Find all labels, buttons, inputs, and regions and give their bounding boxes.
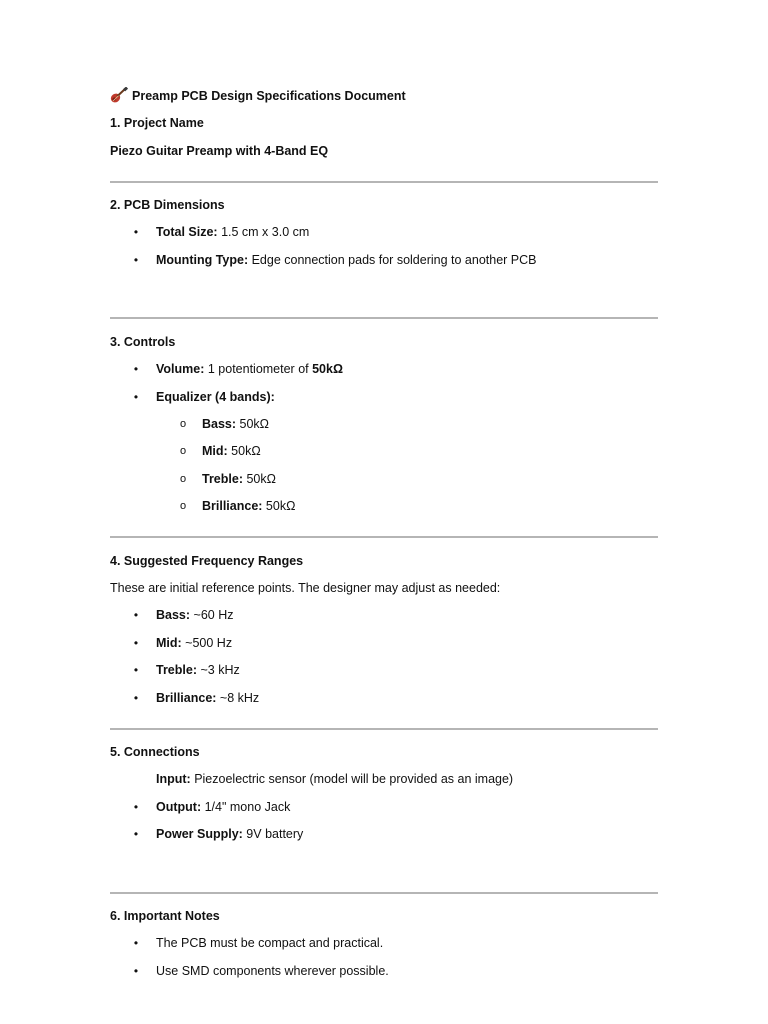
frequencies-intro: These are initial reference points. The designer may adjust as needed: bbox=[110, 581, 501, 595]
section-heading-controls: 3. Controls bbox=[110, 335, 176, 349]
project-name-text: Piezo Guitar Preamp with 4-Band EQ bbox=[110, 144, 329, 158]
sub-bullet-icon: o bbox=[179, 473, 187, 485]
divider bbox=[110, 317, 658, 319]
bullet-icon: • bbox=[133, 691, 139, 705]
sub-bullet-icon: o bbox=[179, 445, 187, 457]
sub-list-item bbox=[202, 471, 276, 487]
item-label: Treble: bbox=[202, 472, 243, 486]
sub-list-item bbox=[202, 416, 269, 432]
list-item bbox=[156, 662, 240, 678]
item-value: 9V battery bbox=[242, 827, 304, 841]
bullet-icon: • bbox=[133, 663, 139, 677]
item-value: 50kΩ bbox=[262, 499, 296, 513]
bullet-icon: • bbox=[133, 608, 139, 622]
item-value: Piezoelectric sensor (model will be provided as an image) bbox=[190, 772, 514, 786]
section-heading-project: 1. Project Name bbox=[110, 116, 204, 130]
sub-list-item bbox=[202, 443, 261, 459]
section-heading-frequencies: 4. Suggested Frequency Ranges bbox=[110, 554, 304, 568]
item-value: 50kΩ bbox=[243, 472, 276, 486]
item-label: Bass: bbox=[202, 417, 237, 431]
document-title: Preamp PCB Design Specifications Document bbox=[132, 89, 406, 103]
item-value: ~3 kHz bbox=[197, 663, 240, 677]
bullet-icon: • bbox=[133, 800, 139, 814]
list-item: The PCB must be compact and practical. bbox=[156, 936, 384, 950]
list-item bbox=[156, 607, 233, 623]
item-label: Total Size: bbox=[156, 225, 218, 239]
list-item bbox=[156, 361, 343, 377]
section-heading-notes: 6. Important Notes bbox=[110, 909, 220, 923]
section-heading-dimensions: 2. PCB Dimensions bbox=[110, 198, 225, 212]
list-item bbox=[156, 799, 290, 815]
item-label: Output: bbox=[156, 800, 202, 814]
item-label: Power Supply: bbox=[156, 827, 243, 841]
item-value: ~60 Hz bbox=[190, 608, 234, 622]
sub-list-item bbox=[202, 498, 295, 514]
item-label: Brilliance: bbox=[202, 499, 263, 513]
divider bbox=[110, 892, 658, 894]
bullet-icon: • bbox=[133, 225, 139, 239]
divider bbox=[110, 181, 658, 183]
item-label: Mid: bbox=[202, 444, 228, 458]
item-value: 1.5 cm x 3.0 cm bbox=[217, 225, 310, 239]
bullet-icon: • bbox=[133, 253, 139, 267]
item-value: 1 potentiometer of bbox=[204, 362, 313, 376]
item-value: 50kΩ bbox=[227, 444, 261, 458]
item-value: 50kΩ bbox=[236, 417, 270, 431]
list-item bbox=[156, 771, 513, 787]
sub-bullet-icon: o bbox=[179, 418, 187, 430]
item-label: Mid: bbox=[156, 636, 182, 650]
item-label: Brilliance: bbox=[156, 691, 217, 705]
item-label: Volume: bbox=[156, 362, 205, 376]
list-item bbox=[156, 690, 259, 706]
item-label: Input: bbox=[156, 772, 191, 786]
bullet-icon: • bbox=[133, 936, 139, 950]
bullet-icon: • bbox=[133, 636, 139, 650]
list-item bbox=[156, 224, 309, 240]
bullet-icon: • bbox=[133, 964, 139, 978]
item-label: Treble: bbox=[156, 663, 197, 677]
item-value: ~500 Hz bbox=[181, 636, 233, 650]
list-item bbox=[156, 252, 537, 268]
item-value-bold: 50kΩ bbox=[312, 362, 343, 376]
item-label: Mounting Type: bbox=[156, 253, 249, 267]
list-item bbox=[156, 826, 303, 842]
section-heading-connections: 5. Connections bbox=[110, 745, 200, 759]
item-label: Equalizer (4 bands): bbox=[156, 390, 275, 404]
divider bbox=[110, 728, 658, 730]
guitar-icon bbox=[110, 87, 128, 103]
divider bbox=[110, 536, 658, 538]
list-item bbox=[156, 389, 275, 405]
sub-bullet-icon: o bbox=[179, 500, 187, 512]
item-value: 1/4" mono Jack bbox=[201, 800, 291, 814]
item-value: Edge connection pads for soldering to another PCB bbox=[248, 253, 537, 267]
bullet-icon: • bbox=[133, 827, 139, 841]
bullet-icon: • bbox=[133, 390, 139, 404]
item-value: ~8 kHz bbox=[216, 691, 260, 705]
list-item bbox=[156, 635, 232, 651]
bullet-icon: • bbox=[133, 362, 139, 376]
document-title-row bbox=[110, 87, 406, 104]
item-label: Bass: bbox=[156, 608, 191, 622]
list-item: Use SMD components wherever possible. bbox=[156, 964, 389, 978]
